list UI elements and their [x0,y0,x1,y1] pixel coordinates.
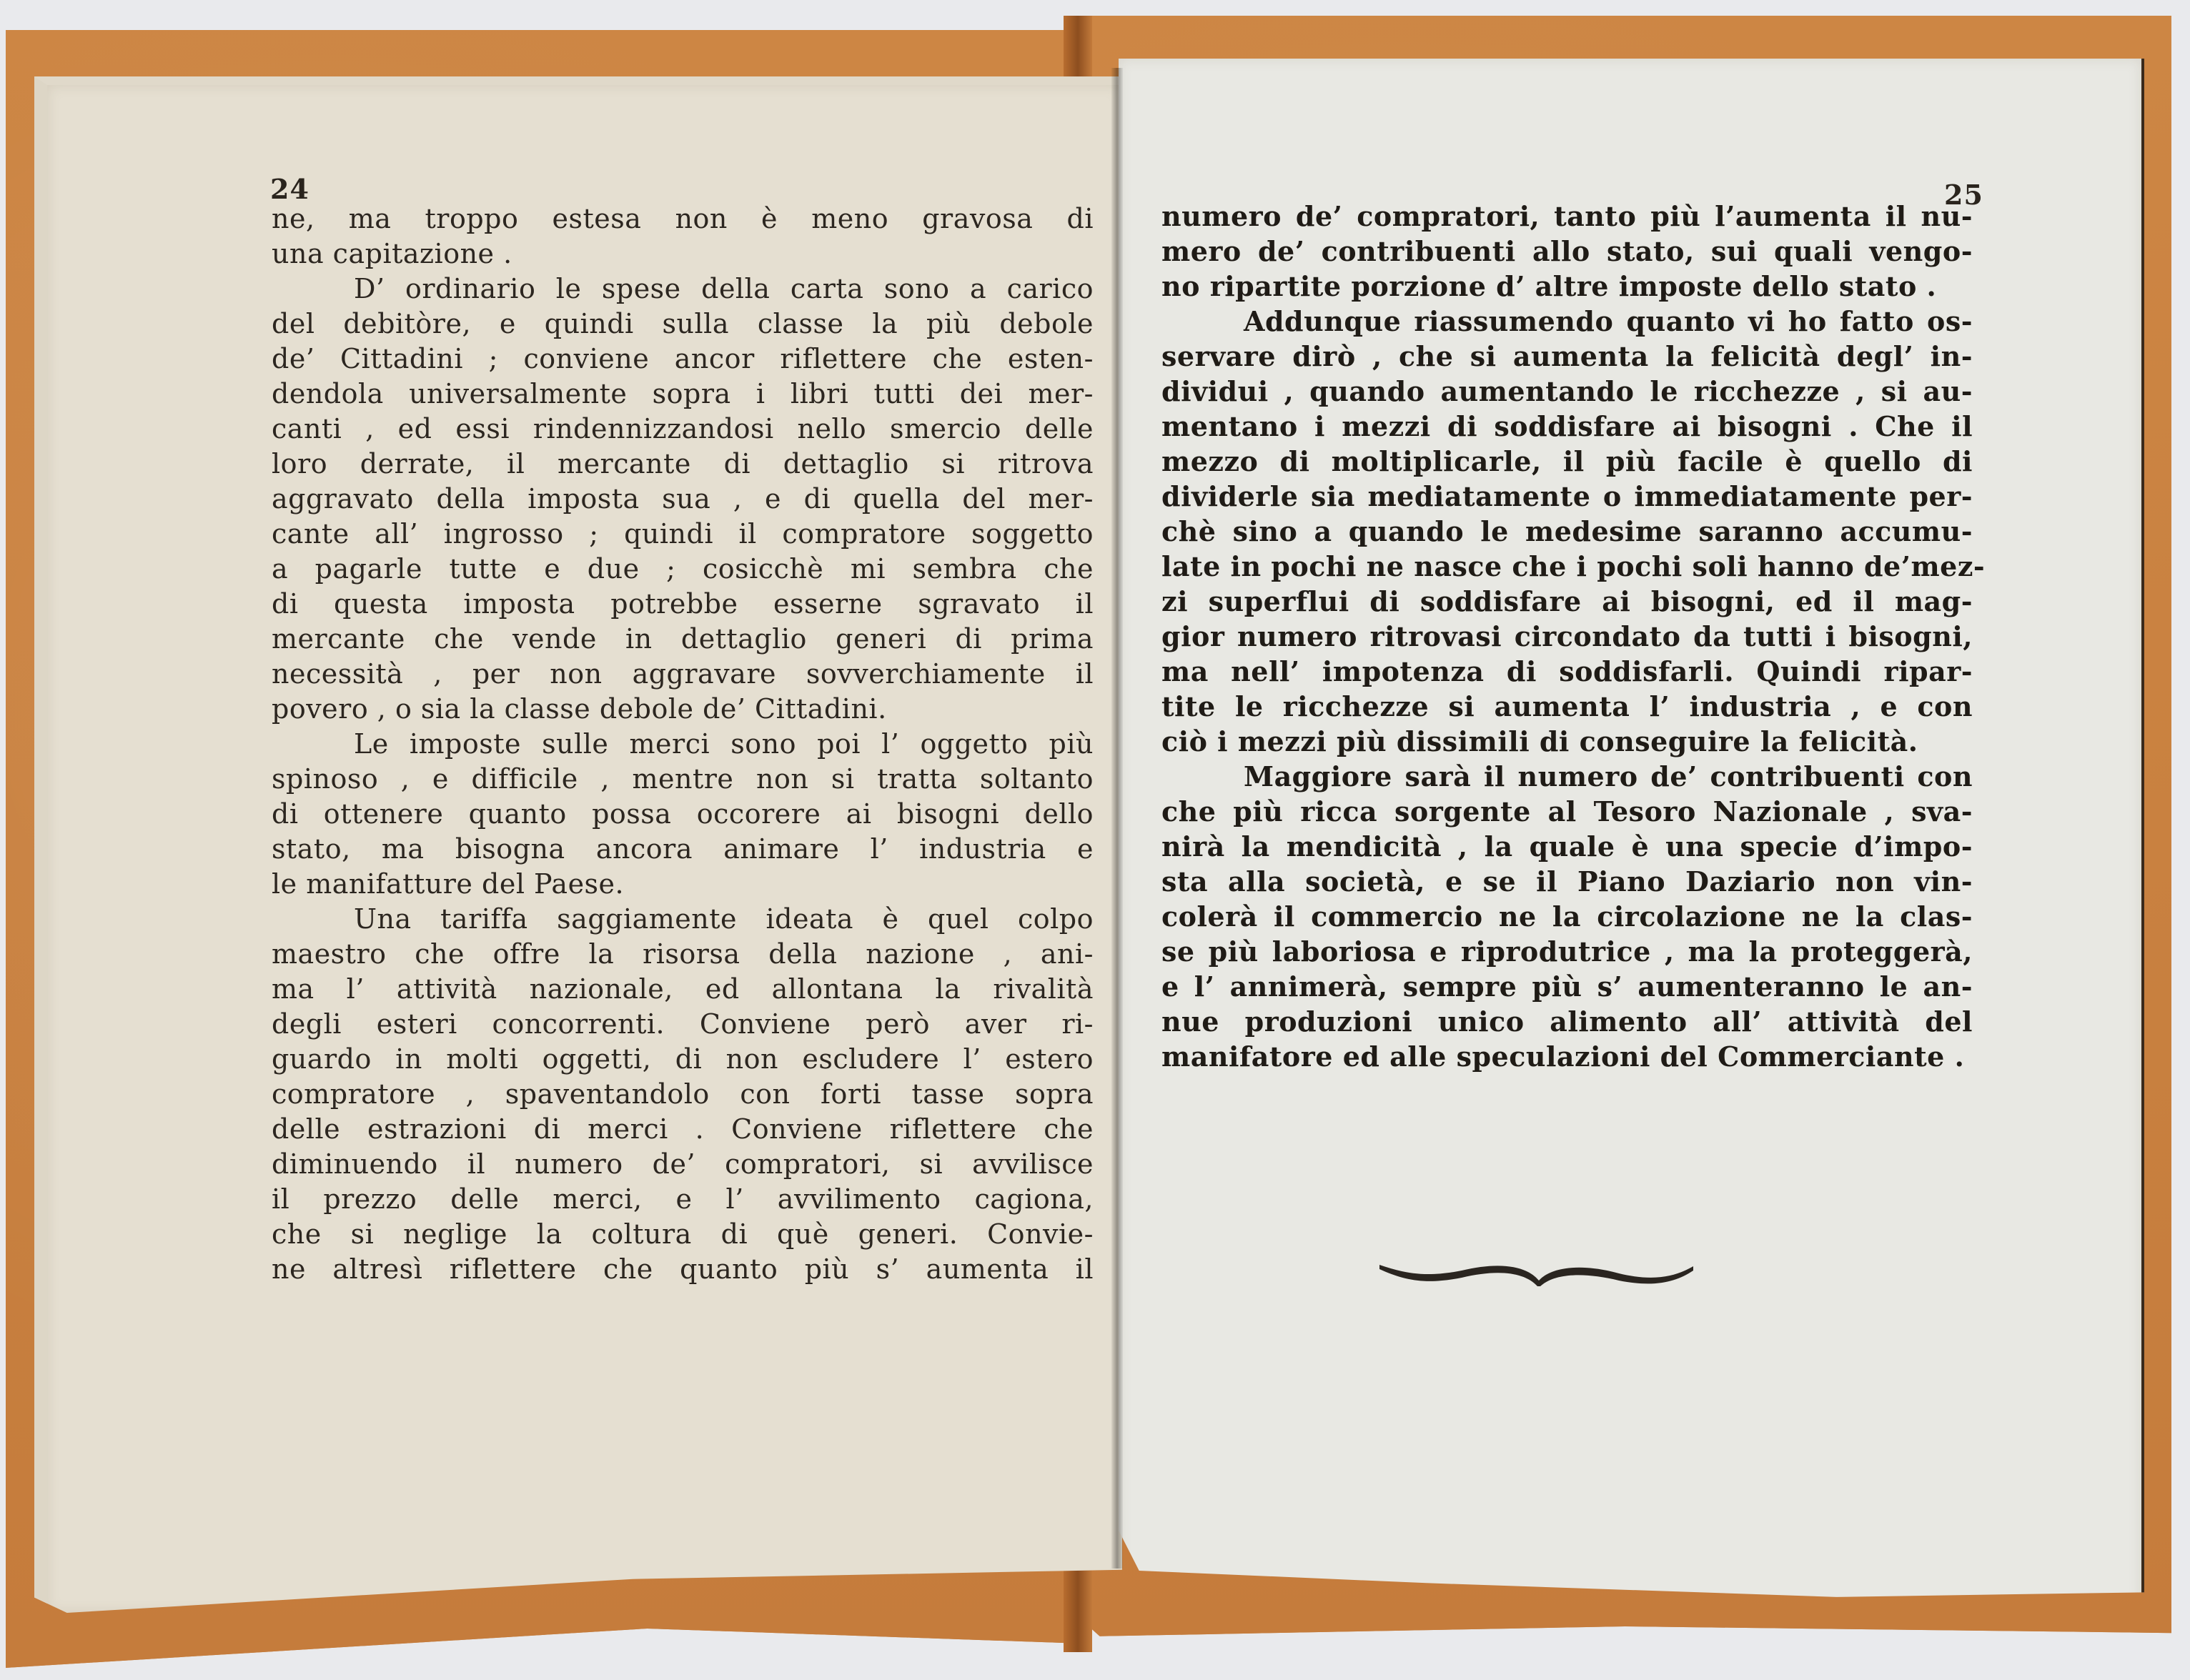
text-line: delle estrazioni di merci . Conviene riflettere che [272,1113,1094,1145]
text-line: dividui , quando aumentando le ricchezze , si au- [1161,375,1973,407]
text-line: canti , ed essi rindennizzandosi nello smercio delle [272,413,1094,444]
text-line: necessità , per non aggravare sovverchiamente il [272,658,1094,690]
text-line: D’ ordinario le spese della carta sono a carico [354,273,1094,304]
text-line: nue produzioni unico alimento all’ attività del [1161,1005,1973,1038]
text-line: ciò i mezzi più dissimili di conseguire la felicità. [1161,725,1918,757]
text-line: che si neglige la coltura di què generi. Convie- [272,1218,1094,1250]
text-line: diminuendo il numero de’ compratori, si avvilisce [272,1148,1094,1180]
text-line: del debitòre, e quindi sulla classe la più debole [272,308,1094,339]
text-line: maestro che offre la risorsa della nazione , ani- [272,938,1094,970]
text-line: mercante che vende in dettaglio generi di prima [272,623,1094,655]
text-line: povero , o sia la classe debole de’ Cittadini. [272,693,887,725]
text-line: di questa imposta potrebbe esserne sgravato il [272,588,1094,620]
text-line: Una tariffa saggiamente ideata è quel colpo [354,903,1094,935]
text-line: loro derrate, il mercante di dettaglio si ritrova [272,448,1094,479]
text-line: a pagarle tutte e due ; cosicchè mi sembra che [272,553,1094,585]
gutter-shadow [1111,68,1123,1569]
text-line: e l’ annimerà, sempre più s’ aumenteranno le an- [1161,970,1973,1003]
text-line: mentano i mezzi di soddisfare ai bisogni . Che il [1161,410,1973,442]
text-line: guardo in molti oggetti, di non escludere l’ estero [272,1043,1094,1075]
text-line: sta alla società, e se il Piano Daziario non vin- [1161,865,1973,898]
text-line: di ottenere quanto possa occorere ai bisogni dello [272,798,1094,830]
text-line: mezzo di moltiplicarle, il più facile è quello di [1161,445,1973,477]
text-line: spinoso , e difficile , mentre non si tratta soltanto [272,763,1094,795]
text-line: dendola universalmente sopra i libri tutti dei mer- [272,378,1094,409]
text-line: colerà il commercio ne la circolazione ne la clas- [1161,900,1973,933]
text-line: de’ Cittadini ; conviene ancor riflettere che esten- [272,343,1094,374]
text-line: ne altresì riflettere che quanto più s’ aumenta il [272,1253,1094,1285]
text-line: compratore , spaventandolo con forti tasse sopra [272,1078,1094,1110]
text-line: che più ricca sorgente al Tesoro Nazionale , sva- [1161,795,1973,827]
text-line: Le imposte sulle merci sono poi l’ oggetto più [354,728,1094,760]
text-line: cante all’ ingrosso ; quindi il compratore soggetto [272,518,1094,550]
text-line: una capitazione . [272,238,512,269]
text-line: nirà la mendicità , la quale è una specie d’impo- [1161,830,1973,863]
text-line: ma nell’ impotenza di soddisfarli. Quindi ripar- [1161,655,1973,687]
left-page-text [272,202,1094,1287]
text-line: no ripartite porzione d’ altre imposte dello stato . [1161,270,1937,302]
text-line: se più laboriosa e riprodutrice , ma la proteggerà, [1161,935,1973,968]
text-line: servare dirò , che si aumenta la felicità degl’ in- [1161,340,1973,372]
text-line: manifatore ed alle speculazioni del Commerciante . [1161,1040,1965,1073]
text-line: ne, ma troppo estesa non è meno gravosa di [272,203,1094,234]
right-page-text [1161,199,1986,1074]
text-line: chè sino a quando le medesime saranno accumu- [1161,515,1973,547]
text-line: aggravato della imposta sua , e di quella del mer- [272,483,1094,515]
text-line: zi superflui di soddisfare ai bisogni, ed il mag- [1161,585,1973,617]
text-line: Maggiore sarà il numero de’ contribuenti con [1244,760,1973,792]
page-number-right: 25 [1944,179,1983,211]
text-line: mero de’ contribuenti allo stato, sui quali vengo- [1161,235,1973,267]
text-line: numero de’ compratori, tanto più l’aumenta il nu- [1161,200,1973,232]
text-line: dividerle sia mediatamente o immediatamente per- [1161,480,1973,512]
text-line: stato, ma bisogna ancora animare l’ industria e [272,833,1094,865]
text-line: tite le ricchezze si aumenta l’ industria , e con [1161,690,1973,722]
text-line: il prezzo delle merci, e l’ avvilimento cagiona, [272,1183,1094,1215]
text-line: late in pochi ne nasce che i pochi soli hanno de’mez- [1161,550,1986,582]
text-line: ma l’ attività nazionale, ed allontana la rivalità [272,973,1094,1005]
text-line: le manifatture del Paese. [272,868,625,900]
text-line: Addunque riassumendo quanto vi ho fatto os- [1244,305,1973,337]
text-line: gior numero ritrovasi circondato da tutti i bisogni, [1161,620,1973,652]
tailpiece-ornament-icon [1376,1258,1698,1293]
page-number-left: 24 [270,173,309,205]
text-line: degli esteri concorrenti. Conviene però aver ri- [272,1008,1094,1040]
